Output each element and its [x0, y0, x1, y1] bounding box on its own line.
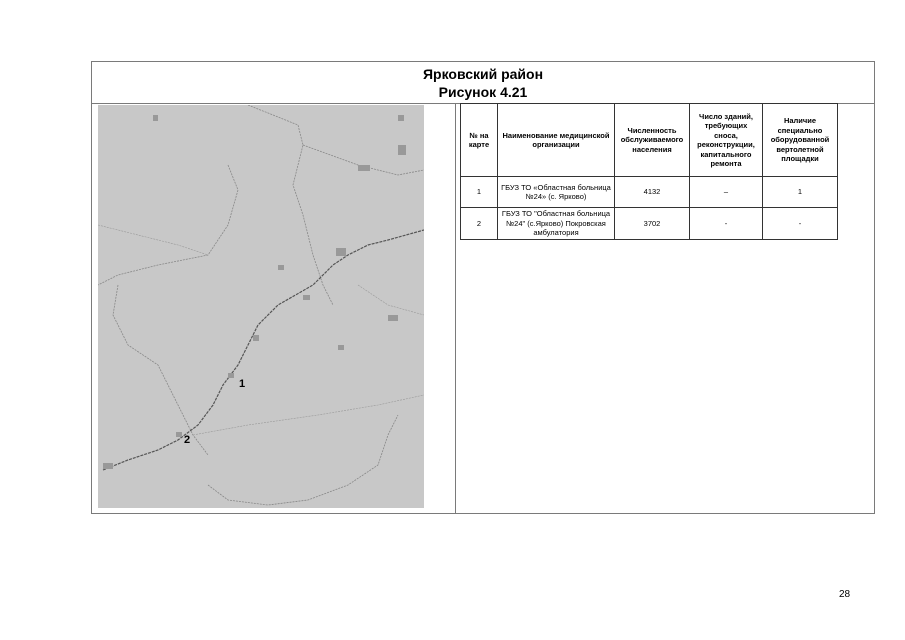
- boundary-line: [98, 225, 208, 255]
- boundary-line: [248, 105, 333, 305]
- table-cell-helipad: 1: [763, 177, 838, 208]
- column-header: Наименование медицинской организации: [498, 104, 615, 177]
- hospitals-table: [460, 103, 838, 240]
- boundary-line: [208, 415, 398, 505]
- boundary-line: [193, 395, 424, 435]
- column-header: Число зданий, требующих сноса, реконструкции, капитального ремонта: [690, 104, 763, 177]
- table-row: [461, 177, 838, 208]
- table-cell-buildings: -: [690, 208, 763, 240]
- table-header-row: [461, 104, 838, 177]
- table-cell-helipad: -: [763, 208, 838, 240]
- boundary-line: [113, 285, 208, 455]
- table-cell-organization: ГБУЗ ТО "Областная больница №24" (с.Ярково) Покровская амбулатория: [498, 208, 615, 240]
- boundary-line: [358, 285, 424, 315]
- table-cell-number: 1: [461, 177, 498, 208]
- header-row: [92, 62, 874, 104]
- district-title: Ярковский район: [422, 66, 544, 82]
- district-map: [98, 105, 424, 508]
- settlements: [103, 115, 406, 469]
- map-cell: [92, 103, 456, 513]
- table-cell-buildings: –: [690, 177, 763, 208]
- map-marker-label: 2: [184, 434, 191, 446]
- page-number: 28: [839, 589, 851, 600]
- table-cell: [456, 103, 874, 513]
- column-header: Наличие специально оборудованной вертолетной площадки: [763, 104, 838, 177]
- column-header: Численность обслуживаемого населения: [615, 104, 690, 177]
- map-marker-label: 1: [239, 378, 246, 390]
- table-cell-number: 2: [461, 208, 498, 240]
- table-cell-population: 4132: [615, 177, 690, 208]
- page-frame: [91, 61, 875, 514]
- map-drawing: [98, 105, 424, 508]
- main-road: [103, 230, 424, 470]
- table-row: [461, 208, 838, 240]
- boundary-line: [98, 165, 238, 285]
- table-cell-population: 3702: [615, 208, 690, 240]
- column-header: № на карте: [461, 104, 498, 177]
- table-cell-organization: ГБУЗ ТО «Областная больница №24» (с. Ярково): [498, 177, 615, 208]
- figure-caption: Рисунок 4.21: [438, 84, 528, 100]
